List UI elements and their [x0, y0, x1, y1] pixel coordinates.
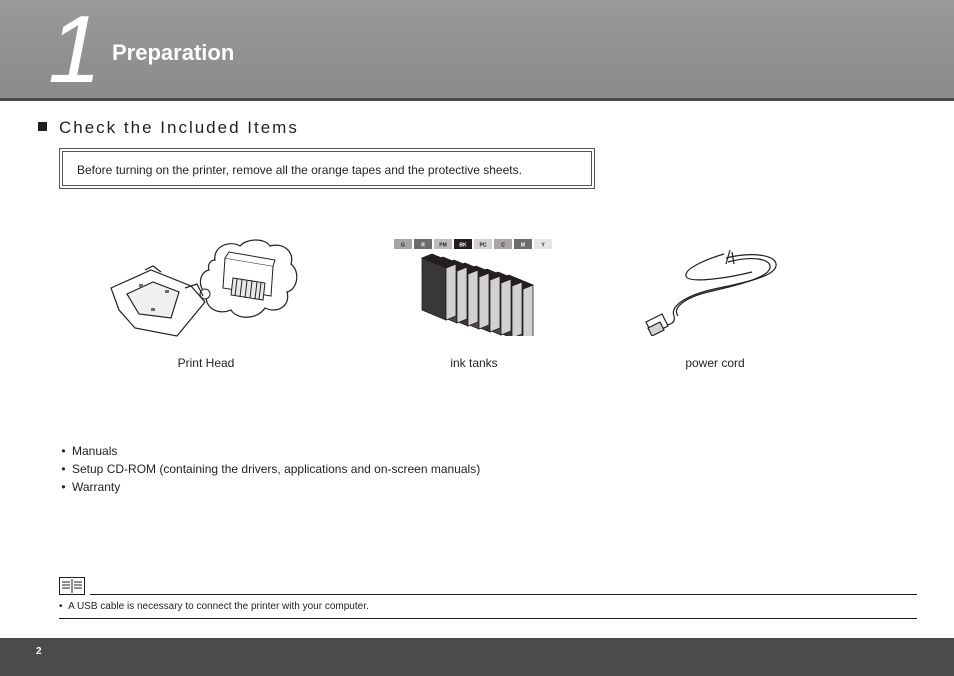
item-label-print-head: Print Head — [177, 356, 235, 370]
power-cord-illustration — [640, 250, 782, 336]
item-label-power-cord: power cord — [685, 356, 745, 370]
list-item: • Warranty — [58, 480, 121, 494]
notice-text: Before turning on the printer, remove all the orange tapes and the protective sheets. — [62, 151, 592, 186]
note-text: • A USB cable is necessary to connect the printer with your computer. — [59, 601, 369, 612]
ink-color-code: PC — [479, 242, 487, 249]
section-title: Check the Included Items — [59, 118, 299, 137]
list-item: • Setup CD-ROM (containing the drivers, applications and on-screen manuals) — [58, 462, 481, 476]
section-heading — [38, 118, 299, 138]
list-item: • Manuals — [58, 444, 118, 458]
note-divider — [90, 594, 917, 595]
item-label-ink-tanks: ink tanks — [450, 356, 498, 370]
note-book-icon — [59, 577, 85, 595]
note-divider-bottom — [59, 618, 917, 619]
ink-color-code: C — [501, 242, 505, 249]
page-number: 2 — [36, 646, 42, 657]
ink-color-code: PM — [439, 242, 447, 249]
chapter-header — [0, 0, 954, 101]
square-bullet-icon — [38, 122, 47, 131]
ink-color-code: BK — [459, 242, 467, 249]
ink-color-code: M — [520, 242, 526, 249]
ink-color-code: R — [421, 242, 425, 249]
extras-list — [58, 444, 480, 498]
ink-color-code: G — [401, 242, 405, 249]
chapter-number: 1 — [48, 0, 102, 103]
chapter-title: Preparation — [112, 40, 235, 65]
print-head-illustration — [105, 238, 300, 343]
page-footer — [0, 638, 954, 676]
notice-box — [59, 148, 595, 189]
ink-tank — [422, 254, 456, 320]
ink-tanks-illustration — [392, 236, 556, 336]
ink-color-code: Y — [541, 242, 545, 249]
